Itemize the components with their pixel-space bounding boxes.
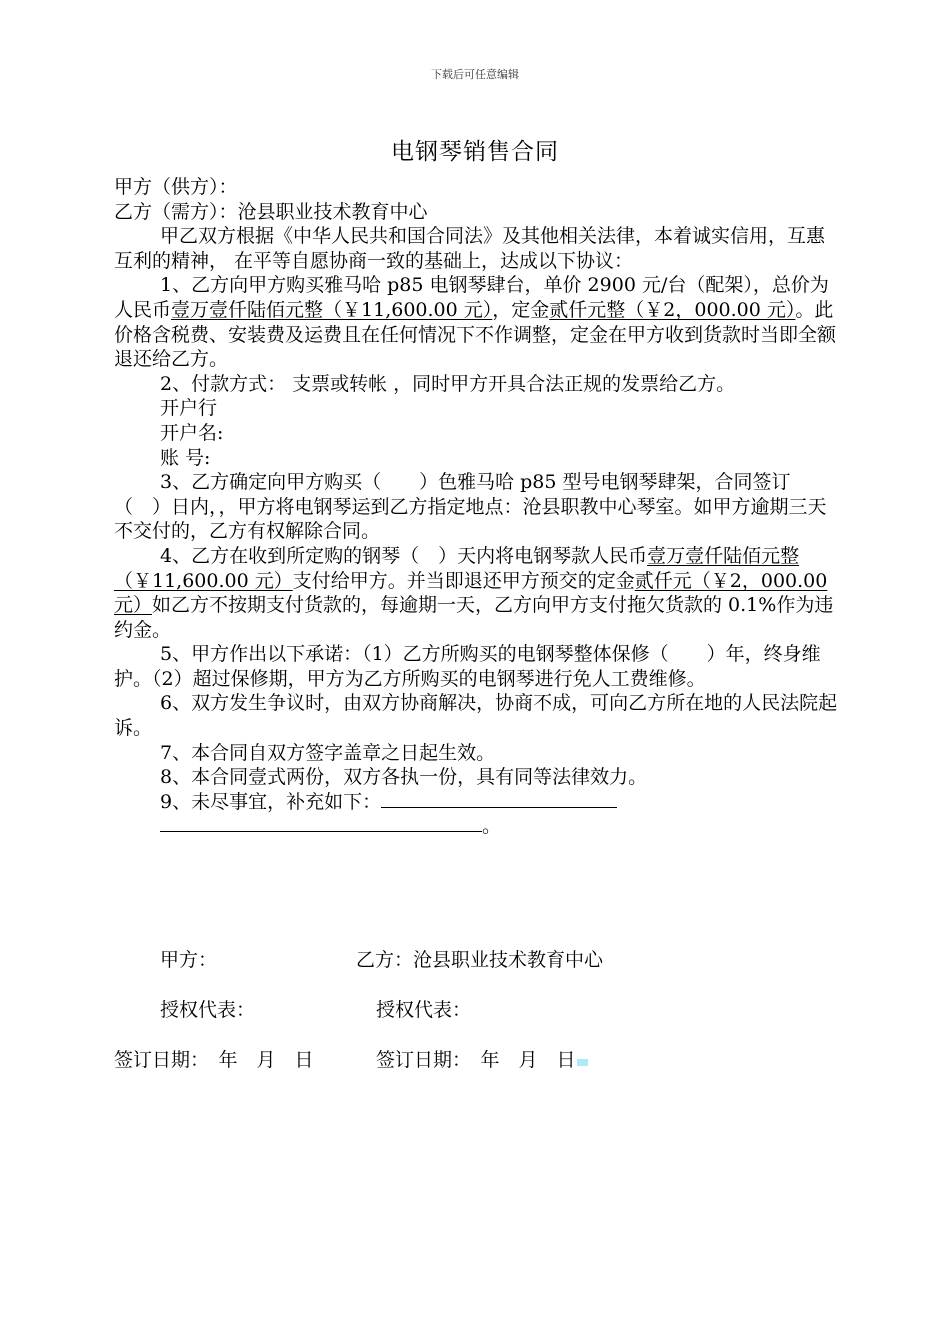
- sign-date-b: 签订日期： 年 月 日: [376, 1049, 576, 1071]
- authorized-rep-b: 授权代表：: [376, 999, 472, 1021]
- clause-1-total-amount: 壹万壹仟陆佰元整（￥11,600.00 元）: [171, 298, 493, 321]
- clause-9-end-mark: 。: [482, 815, 502, 838]
- party-a-line: 甲方（供方）：: [114, 176, 238, 198]
- clause-1: [114, 273, 838, 371]
- clause-4: [114, 544, 838, 642]
- signature-party-b: 乙方：沧县职业技术教育中心: [356, 949, 604, 971]
- supplement-blank-line-1: [381, 791, 617, 808]
- bank-field: 开户行: [160, 397, 218, 420]
- clause-3: 3、乙方确定向甲方购买（ ）色雅马哈 p85 型号电钢琴肆架，合同签订（ ）日内，，甲方将电钢琴运到乙方指定地点：沧县职教中心琴室。如甲方逾期三天不交付的，乙方有权解除合同。: [114, 471, 827, 543]
- clause-6: 6、双方发生争议时，由双方协商解决，协商不成，可向乙方所在地的人民法院起诉。: [114, 692, 838, 740]
- clause-2: 2、付款方式： 支票或转帐 ，同时甲方开具合法正规的发票给乙方。: [160, 372, 736, 395]
- sign-date-a: 签订日期： 年 月 日: [114, 1049, 314, 1071]
- document-title: 电钢琴销售合同: [391, 139, 559, 165]
- page-header-note: 下载后可任意编辑: [431, 68, 519, 81]
- clause-4-text-c: 如乙方不按期支付货款的，每逾期一天，乙方向甲方支付拖欠货款的 0.1%作为违约金。: [114, 594, 834, 641]
- text-cursor-mark: [577, 1059, 588, 1066]
- clause-1-text-c: 。此价格含税费、安装费及运费且在任何情况下不作调整，定金在甲方收到货款时当即全额退还给乙方。: [114, 298, 837, 371]
- signature-party-a: 甲方：: [160, 949, 218, 971]
- clause-7: 7、本合同自双方签字盖章之日起生效。: [160, 741, 496, 764]
- clause-1-deposit-amount: 贰仟元整（￥2，000.00 元）: [549, 298, 796, 321]
- clause-9: [114, 790, 838, 815]
- clause-9-text: 9、未尽事宜，补充如下：: [160, 790, 382, 813]
- supplement-blank-line-2: [160, 815, 482, 832]
- authorized-rep-a: 授权代表：: [160, 999, 256, 1021]
- clause-1-text-b: ，定金: [492, 298, 550, 321]
- intro-paragraph: 甲乙双方根据《中华人民共和国合同法》及其他相关法律，本着诚实信用，互惠互利的精神， 在平等自愿协商一致的基础上，达成以下协议：: [114, 225, 826, 272]
- sign-date-b-wrap: [376, 1045, 588, 1072]
- clause-4-text-b: 支付给甲方。并当即退还甲方预交的定金: [292, 569, 635, 592]
- account-number-field: 账 号:: [160, 446, 211, 469]
- party-b-line: 乙方（需方）：沧县职业技术教育中心: [114, 200, 428, 223]
- clause-4-total-amount: 壹万壹仟陆佰元整（￥11,600.00 元）: [114, 544, 800, 592]
- account-name-field: 开户名:: [160, 421, 224, 444]
- clause-8: 8、本合同壹式两份，双方各执一份，具有同等法律效力。: [160, 766, 648, 789]
- clause-4-deposit-amount: 贰仟元（￥2，000.00 元）: [114, 569, 828, 617]
- clause-1-text-a: 1、乙方向甲方购买雅马哈 p85 电钢琴肆台，单价 2900 元/台（配架），总价为人民币: [114, 274, 829, 321]
- contract-body: [114, 175, 838, 839]
- clause-5: 5、甲方作出以下承诺：（1）乙方所购买的电钢琴整体保修（ ）年，终身维护。（2）超过保修期，甲方为乙方所购买的电钢琴进行免人工费维修。: [114, 643, 821, 690]
- clause-9-continuation: [114, 814, 838, 839]
- clause-4-text-a: 4、乙方在收到所定购的钢琴（ ）天内将电钢琴款人民币: [160, 544, 648, 567]
